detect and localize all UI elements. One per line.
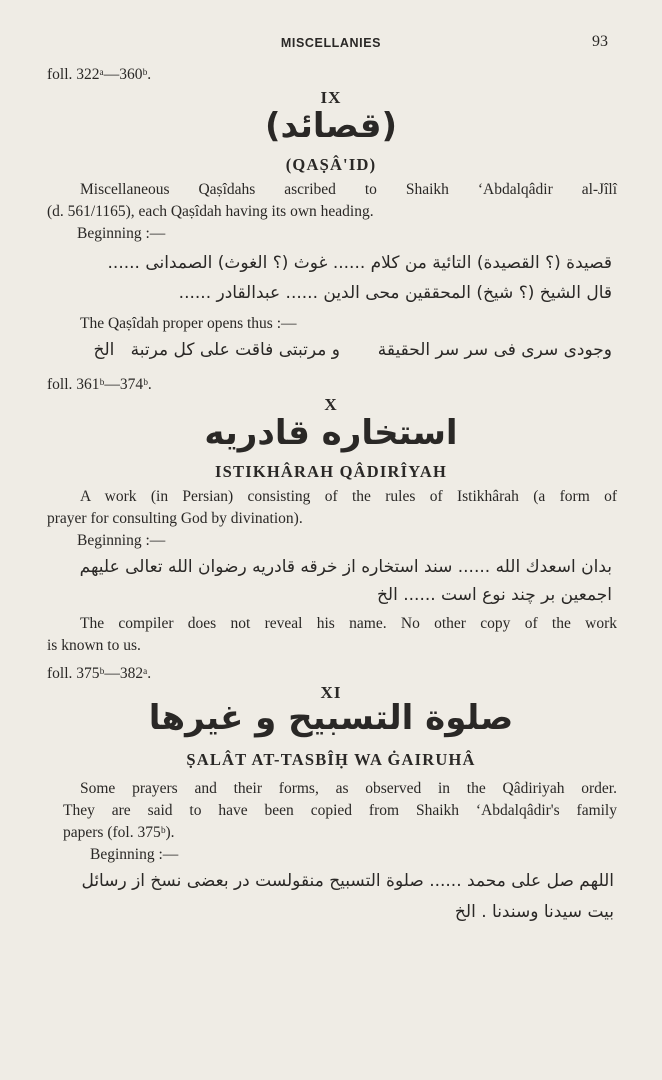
folio-range: foll. 375ᵇ—382ᵃ. bbox=[47, 665, 152, 682]
description-line: A work (in Persian) consisting of the rules of Istikhârah (a form of bbox=[80, 488, 617, 505]
description-line: (d. 561/1165), each Qaṣîdah having its own heading. bbox=[47, 203, 374, 220]
arabic-text-line: وجودى سرى فى سر سر الحقيقة و مرتبتى فاقت على كل مرتبة الخ bbox=[93, 340, 612, 360]
arabic-title: صلوة التسبيح و غيرها bbox=[148, 698, 514, 738]
description-line: They are said to have been copied from Shaikh ʻAbdalqâdir's family bbox=[63, 802, 617, 819]
arabic-title: (قصائد) bbox=[264, 106, 397, 146]
description-line: Miscellaneous Qaṣîdahs ascribed to Shaikh ʻAbdalqâdir al-Jîlî bbox=[80, 181, 617, 198]
folio-range: foll. 361ᵇ—374ᵇ. bbox=[47, 376, 152, 393]
description-line: papers (fol. 375ᵇ). bbox=[63, 824, 175, 841]
beginning-label: Beginning :— bbox=[77, 225, 166, 242]
arabic-text-line: بدان اسعدك الله ...... سند استخاره از خرقه قادريه رضوان الله تعالى عليهم bbox=[79, 557, 612, 577]
running-header: MISCELLANIES bbox=[280, 36, 382, 50]
description-line: Some prayers and their forms, as observed in the Qâdiriyah order. bbox=[80, 780, 617, 797]
transliterated-title: (QAṢÂ'ID) bbox=[285, 155, 377, 174]
arabic-text-line: اللهم صل على محمد ...... صلوة التسبيح منقولست در بعضى نسخ از رسائل bbox=[81, 871, 614, 891]
section-number: XI bbox=[320, 683, 342, 702]
description-line: prayer for consulting God by divination). bbox=[47, 510, 303, 527]
arabic-text-line: اجمعين بر چند نوع است ...... الخ bbox=[376, 585, 612, 605]
beginning-label: Beginning :— bbox=[90, 846, 179, 863]
arabic-text-line: قال الشيخ (؟ شيخ) المحققين محى الدين ...... عبدالقادر ...... bbox=[178, 283, 612, 303]
page-number: 93 bbox=[592, 33, 608, 50]
transliterated-title: ṢALÂT AT-TASBÎḤ WA ĠAIRUHÂ bbox=[186, 750, 476, 769]
opening-label: The Qaṣîdah proper opens thus :— bbox=[80, 315, 297, 332]
note-line: is known to us. bbox=[47, 637, 141, 654]
section-number: IX bbox=[320, 88, 342, 107]
arabic-title: استخاره قادريه bbox=[204, 413, 458, 453]
folio-range: foll. 322ᵃ—360ᵇ. bbox=[47, 66, 152, 83]
arabic-text-line: قصيدة (؟ القصيدة) التائية من كلام ...... غوث (؟ الغوث) الصمدانى ...... bbox=[107, 253, 612, 273]
arabic-text-line: بيت سيدنا وسندنا . الخ bbox=[454, 902, 614, 922]
beginning-label: Beginning :— bbox=[77, 532, 166, 549]
transliterated-title: ISTIKHÂRAH QÂDIRÎYAH bbox=[215, 462, 447, 481]
section-number: X bbox=[324, 395, 338, 414]
note-line: The compiler does not reveal his name. No other copy of the work bbox=[80, 615, 617, 632]
